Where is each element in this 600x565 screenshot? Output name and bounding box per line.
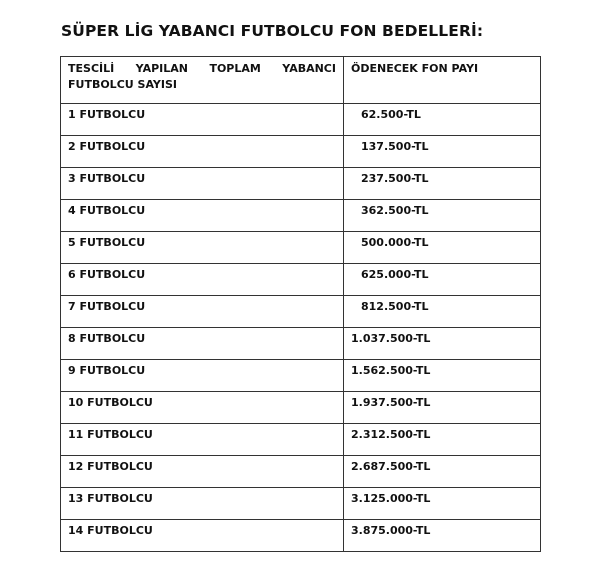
fee-value: 237.500-TL [361, 172, 429, 185]
fee-cell [344, 232, 541, 264]
player-count: 11 FUTBOLCU [68, 428, 153, 441]
player-count-cell [61, 456, 344, 488]
player-count: 3 FUTBOLCU [68, 172, 146, 185]
table-row [61, 392, 541, 424]
player-count: 14 FUTBOLCU [68, 524, 153, 537]
player-count-cell [61, 232, 344, 264]
fee-value: 3.875.000-TL [351, 524, 431, 537]
table-row [61, 232, 541, 264]
player-count: 13 FUTBOLCU [68, 492, 153, 505]
player-count-cell [61, 520, 344, 552]
fee-value: 3.125.000-TL [351, 492, 431, 505]
table-row [61, 104, 541, 136]
fee-table [60, 56, 541, 552]
player-count-cell [61, 296, 344, 328]
fee-value: 812.500-TL [361, 300, 429, 313]
player-count-cell [61, 264, 344, 296]
fee-value: 2.312.500-TL [351, 428, 431, 441]
fee-cell [344, 456, 541, 488]
header-fee: ÖDENECEK FON PAYI [344, 57, 541, 104]
player-count-cell [61, 200, 344, 232]
fee-cell [344, 104, 541, 136]
fee-cell [344, 488, 541, 520]
player-count-cell [61, 424, 344, 456]
fee-value: 1.562.500-TL [351, 364, 431, 377]
table-row [61, 264, 541, 296]
table-row [61, 488, 541, 520]
player-count-cell [61, 392, 344, 424]
player-count: 7 FUTBOLCU [68, 300, 146, 313]
table-row [61, 136, 541, 168]
player-count: 9 FUTBOLCU [68, 364, 146, 377]
table-row [61, 456, 541, 488]
fee-value: 2.687.500-TL [351, 460, 431, 473]
table-row [61, 328, 541, 360]
fee-value: 137.500-TL [361, 140, 429, 153]
fee-cell [344, 168, 541, 200]
table-row [61, 168, 541, 200]
document-title: SÜPER LİG YABANCI FUTBOLCU FON BEDELLERİ: [61, 22, 484, 40]
fee-cell [344, 360, 541, 392]
player-count: 10 FUTBOLCU [68, 396, 153, 409]
fee-cell [344, 200, 541, 232]
table-row [61, 424, 541, 456]
table-row [61, 520, 541, 552]
player-count-cell [61, 104, 344, 136]
header-line2: FUTBOLCU SAYISI [68, 78, 177, 91]
player-count: 12 FUTBOLCU [68, 460, 153, 473]
header-word: TOPLAM [209, 62, 261, 75]
fee-cell [344, 136, 541, 168]
player-count-cell [61, 328, 344, 360]
fee-value: 1.037.500-TL [351, 332, 431, 345]
fee-cell [344, 328, 541, 360]
player-count-cell [61, 136, 344, 168]
table-row [61, 360, 541, 392]
table-row [61, 200, 541, 232]
fee-cell [344, 264, 541, 296]
header-player-count [61, 57, 344, 104]
player-count: 6 FUTBOLCU [68, 268, 146, 281]
fee-cell [344, 424, 541, 456]
player-count-cell [61, 168, 344, 200]
fee-cell [344, 296, 541, 328]
fee-value: 500.000-TL [361, 236, 429, 249]
player-count: 1 FUTBOLCU [68, 108, 146, 121]
fee-cell [344, 520, 541, 552]
player-count: 5 FUTBOLCU [68, 236, 146, 249]
fee-value: 625.000-TL [361, 268, 429, 281]
header-word: YABANCI [282, 62, 336, 75]
player-count: 8 FUTBOLCU [68, 332, 146, 345]
fee-value: 362.500-TL [361, 204, 429, 217]
header-word: TESCİLİ [68, 62, 115, 75]
fee-cell [344, 392, 541, 424]
player-count-cell [61, 488, 344, 520]
player-count: 4 FUTBOLCU [68, 204, 146, 217]
fee-value: 62.500-TL [361, 108, 421, 121]
fee-value: 1.937.500-TL [351, 396, 431, 409]
table-header-row [61, 57, 541, 104]
player-count-cell [61, 360, 344, 392]
player-count: 2 FUTBOLCU [68, 140, 146, 153]
table-row [61, 296, 541, 328]
header-word: YAPILAN [135, 62, 188, 75]
